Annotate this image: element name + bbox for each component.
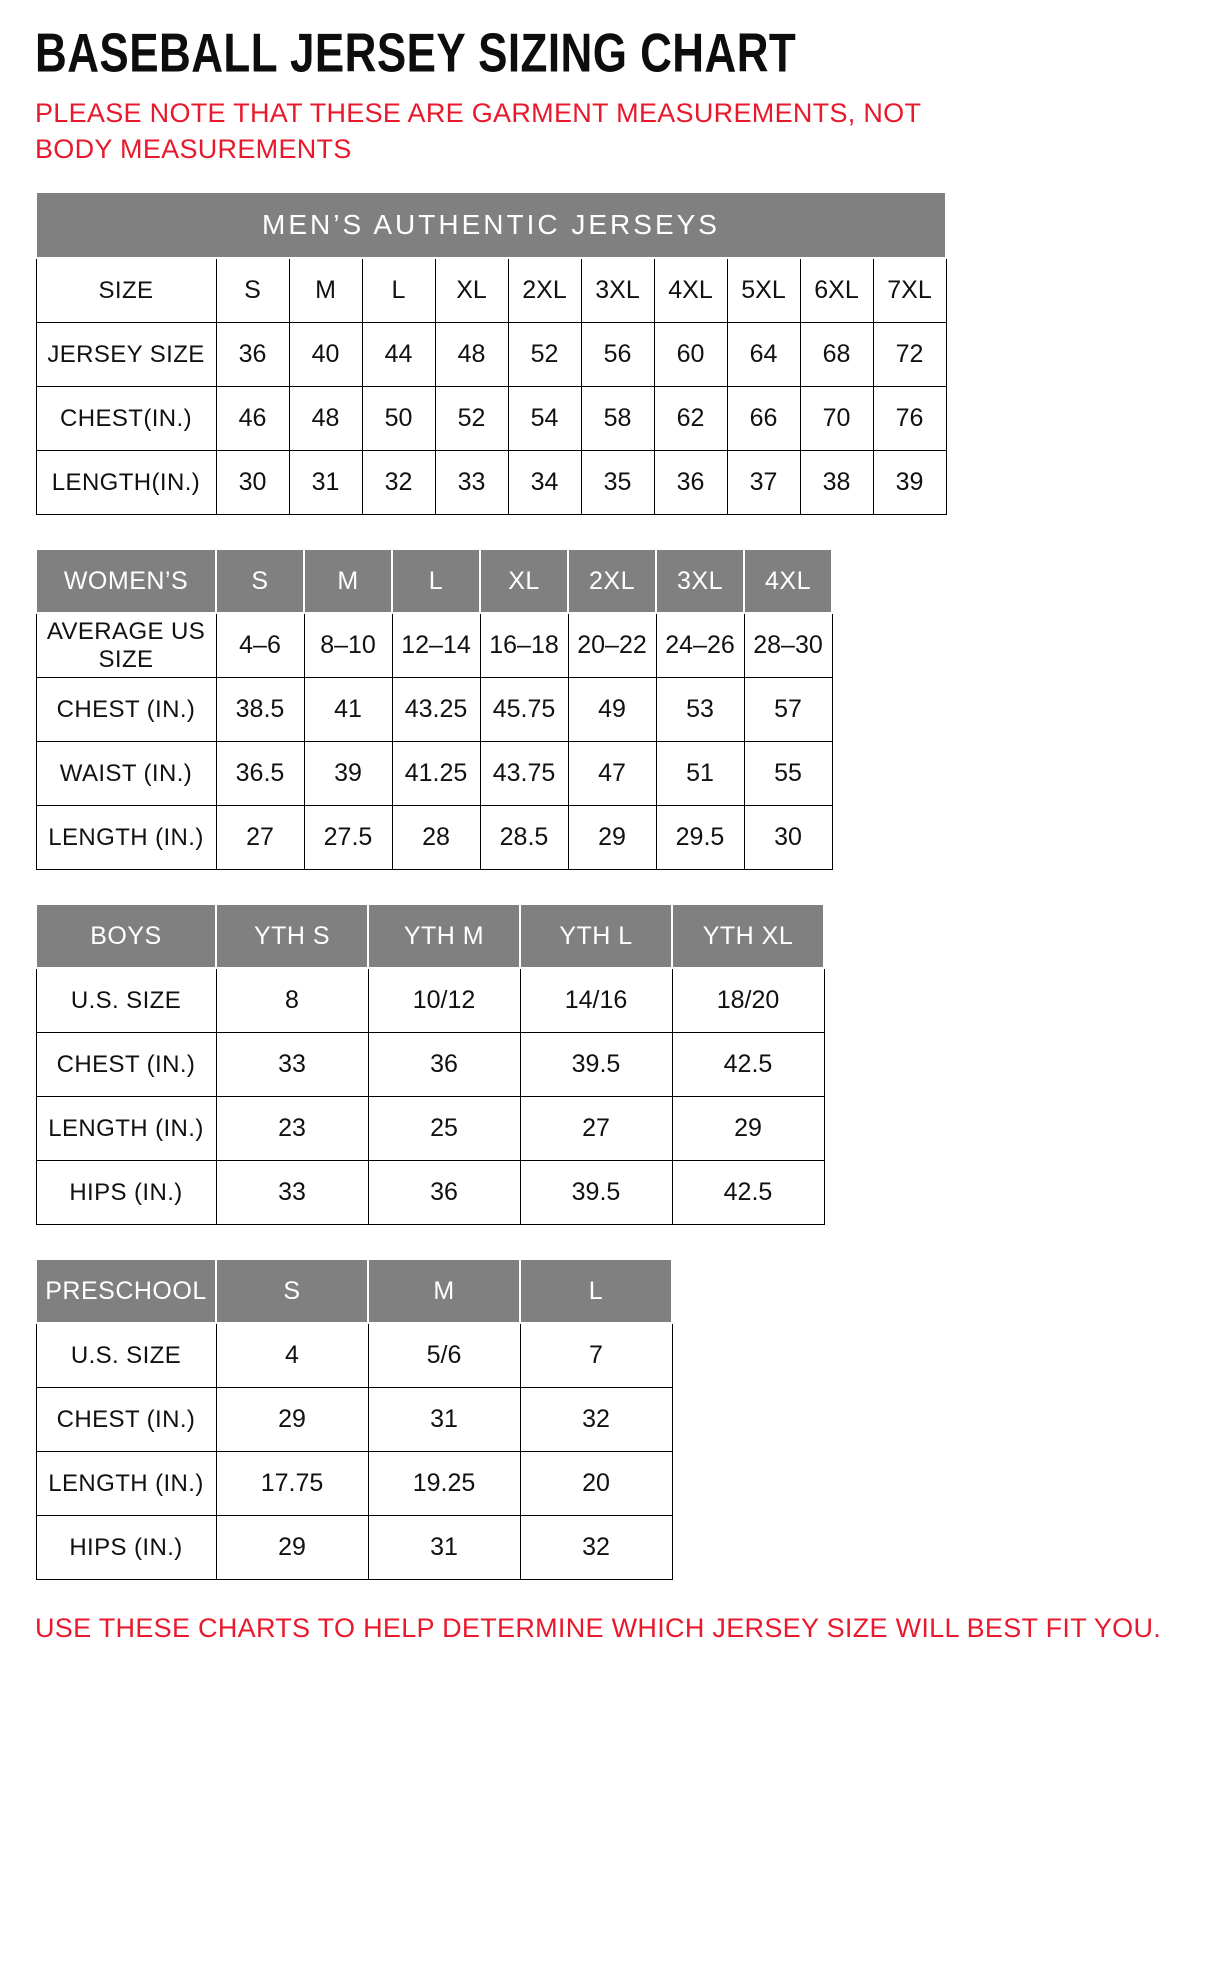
boys-header-cell: YTH M <box>368 904 520 968</box>
value-cell: 3XL <box>581 258 654 323</box>
value-cell: S <box>216 258 289 323</box>
value-cell: 43.25 <box>392 678 480 742</box>
value-cell: 64 <box>727 323 800 387</box>
value-cell: 54 <box>508 387 581 451</box>
womens-row-0 <box>36 613 832 678</box>
value-cell: 36 <box>368 1161 520 1225</box>
value-cell: 20 <box>520 1452 672 1516</box>
value-cell: 14/16 <box>520 968 672 1033</box>
row-label: JERSEY SIZE <box>36 323 216 387</box>
value-cell: 24–26 <box>656 613 744 678</box>
value-cell: 39 <box>304 742 392 806</box>
boys-header-cell: YTH L <box>520 904 672 968</box>
value-cell: 58 <box>581 387 654 451</box>
boys-header-cell: YTH XL <box>672 904 824 968</box>
value-cell: 39.5 <box>520 1161 672 1225</box>
value-cell: 7XL <box>873 258 946 323</box>
value-cell: 23 <box>216 1097 368 1161</box>
value-cell: 29.5 <box>656 806 744 870</box>
row-label: HIPS (IN.) <box>36 1161 216 1225</box>
value-cell: 5/6 <box>368 1323 520 1388</box>
value-cell: 40 <box>289 323 362 387</box>
boys-header-row <box>36 904 824 968</box>
value-cell: 4 <box>216 1323 368 1388</box>
value-cell: 53 <box>656 678 744 742</box>
value-cell: 52 <box>435 387 508 451</box>
value-cell: 29 <box>216 1388 368 1452</box>
value-cell: 10/12 <box>368 968 520 1033</box>
value-cell: 46 <box>216 387 289 451</box>
preschool-header-cell: S <box>216 1259 368 1323</box>
value-cell: 62 <box>654 387 727 451</box>
value-cell: 48 <box>289 387 362 451</box>
value-cell: 60 <box>654 323 727 387</box>
boys-row-3 <box>36 1161 824 1225</box>
row-label: U.S. SIZE <box>36 968 216 1033</box>
value-cell: 27.5 <box>304 806 392 870</box>
value-cell: 25 <box>368 1097 520 1161</box>
value-cell: 56 <box>581 323 654 387</box>
mens-authentic-jerseys-table <box>35 191 947 515</box>
boys-row-2 <box>36 1097 824 1161</box>
mens-row-0 <box>36 258 946 323</box>
row-label: U.S. SIZE <box>36 1323 216 1388</box>
row-label: HIPS (IN.) <box>36 1516 216 1580</box>
value-cell: 72 <box>873 323 946 387</box>
womens-header-cell: 2XL <box>568 549 656 613</box>
value-cell: 36.5 <box>216 742 304 806</box>
value-cell: 32 <box>520 1388 672 1452</box>
mens-row-1 <box>36 323 946 387</box>
value-cell: 36 <box>654 451 727 515</box>
womens-header-row <box>36 549 832 613</box>
value-cell: L <box>362 258 435 323</box>
value-cell: 39 <box>873 451 946 515</box>
value-cell: 30 <box>744 806 832 870</box>
value-cell: M <box>289 258 362 323</box>
boys-header-label: BOYS <box>36 904 216 968</box>
value-cell: 51 <box>656 742 744 806</box>
value-cell: 28 <box>392 806 480 870</box>
row-label: CHEST(IN.) <box>36 387 216 451</box>
preschool-sizing-table <box>35 1258 673 1580</box>
value-cell: 27 <box>216 806 304 870</box>
value-cell: 76 <box>873 387 946 451</box>
value-cell: 2XL <box>508 258 581 323</box>
womens-row-3 <box>36 806 832 870</box>
value-cell: 44 <box>362 323 435 387</box>
value-cell: 31 <box>289 451 362 515</box>
value-cell: 29 <box>568 806 656 870</box>
womens-header-cell: XL <box>480 549 568 613</box>
value-cell: 28.5 <box>480 806 568 870</box>
value-cell: 66 <box>727 387 800 451</box>
womens-header-cell: 4XL <box>744 549 832 613</box>
value-cell: 33 <box>216 1161 368 1225</box>
row-label: WAIST (IN.) <box>36 742 216 806</box>
value-cell: 33 <box>435 451 508 515</box>
value-cell: 52 <box>508 323 581 387</box>
value-cell: 41.25 <box>392 742 480 806</box>
boys-row-1 <box>36 1033 824 1097</box>
row-label: LENGTH (IN.) <box>36 1452 216 1516</box>
value-cell: 12–14 <box>392 613 480 678</box>
value-cell: 6XL <box>800 258 873 323</box>
mens-banner: MEN’S AUTHENTIC JERSEYS <box>36 192 946 258</box>
value-cell: 4–6 <box>216 613 304 678</box>
preschool-header-cell: M <box>368 1259 520 1323</box>
value-cell: XL <box>435 258 508 323</box>
value-cell: 50 <box>362 387 435 451</box>
womens-header-label: WOMEN’S <box>36 549 216 613</box>
value-cell: 7 <box>520 1323 672 1388</box>
value-cell: 17.75 <box>216 1452 368 1516</box>
preschool-row-2 <box>36 1452 672 1516</box>
womens-header-cell: L <box>392 549 480 613</box>
value-cell: 57 <box>744 678 832 742</box>
row-label: AVERAGE US SIZE <box>36 613 216 678</box>
value-cell: 43.75 <box>480 742 568 806</box>
row-label: LENGTH(IN.) <box>36 451 216 515</box>
value-cell: 30 <box>216 451 289 515</box>
value-cell: 41 <box>304 678 392 742</box>
value-cell: 31 <box>368 1388 520 1452</box>
row-label: LENGTH (IN.) <box>36 806 216 870</box>
value-cell: 68 <box>800 323 873 387</box>
value-cell: 38 <box>800 451 873 515</box>
value-cell: 36 <box>368 1033 520 1097</box>
preschool-header-cell: L <box>520 1259 672 1323</box>
value-cell: 8 <box>216 968 368 1033</box>
row-label: CHEST (IN.) <box>36 1033 216 1097</box>
value-cell: 47 <box>568 742 656 806</box>
row-label: CHEST (IN.) <box>36 678 216 742</box>
value-cell: 28–30 <box>744 613 832 678</box>
womens-row-2 <box>36 742 832 806</box>
boys-sizing-table <box>35 903 825 1225</box>
value-cell: 35 <box>581 451 654 515</box>
row-label: LENGTH (IN.) <box>36 1097 216 1161</box>
value-cell: 36 <box>216 323 289 387</box>
value-cell: 16–18 <box>480 613 568 678</box>
boys-row-0 <box>36 968 824 1033</box>
womens-header-cell: 3XL <box>656 549 744 613</box>
value-cell: 48 <box>435 323 508 387</box>
preschool-row-1 <box>36 1388 672 1452</box>
value-cell: 70 <box>800 387 873 451</box>
value-cell: 29 <box>216 1516 368 1580</box>
page-title: BASEBALL JERSEY SIZING CHART <box>35 22 797 84</box>
preschool-row-0 <box>36 1323 672 1388</box>
value-cell: 20–22 <box>568 613 656 678</box>
value-cell: 18/20 <box>672 968 824 1033</box>
row-label: SIZE <box>36 258 216 323</box>
mens-banner-row <box>36 192 946 258</box>
value-cell: 31 <box>368 1516 520 1580</box>
preschool-row-3 <box>36 1516 672 1580</box>
value-cell: 38.5 <box>216 678 304 742</box>
garment-measurement-note: PLEASE NOTE THAT THESE ARE GARMENT MEASUREMENTS, NOT BODY MEASUREMENTS <box>35 98 921 164</box>
value-cell: 33 <box>216 1033 368 1097</box>
value-cell: 29 <box>672 1097 824 1161</box>
boys-header-cell: YTH S <box>216 904 368 968</box>
value-cell: 42.5 <box>672 1161 824 1225</box>
value-cell: 55 <box>744 742 832 806</box>
value-cell: 34 <box>508 451 581 515</box>
value-cell: 27 <box>520 1097 672 1161</box>
value-cell: 42.5 <box>672 1033 824 1097</box>
womens-sizing-table <box>35 548 833 870</box>
mens-row-3 <box>36 451 946 515</box>
value-cell: 19.25 <box>368 1452 520 1516</box>
value-cell: 4XL <box>654 258 727 323</box>
womens-header-cell: S <box>216 549 304 613</box>
value-cell: 49 <box>568 678 656 742</box>
value-cell: 5XL <box>727 258 800 323</box>
value-cell: 32 <box>362 451 435 515</box>
preschool-header-row <box>36 1259 672 1323</box>
value-cell: 45.75 <box>480 678 568 742</box>
womens-header-cell: M <box>304 549 392 613</box>
preschool-header-label: PRESCHOOL <box>36 1259 216 1323</box>
value-cell: 32 <box>520 1516 672 1580</box>
womens-row-1 <box>36 678 832 742</box>
mens-row-2 <box>36 387 946 451</box>
row-label: CHEST (IN.) <box>36 1388 216 1452</box>
value-cell: 8–10 <box>304 613 392 678</box>
best-fit-footer-note: USE THESE CHARTS TO HELP DETERMINE WHICH JERSEY SIZE WILL BEST FIT YOU. <box>35 1613 1162 1644</box>
value-cell: 39.5 <box>520 1033 672 1097</box>
value-cell: 37 <box>727 451 800 515</box>
